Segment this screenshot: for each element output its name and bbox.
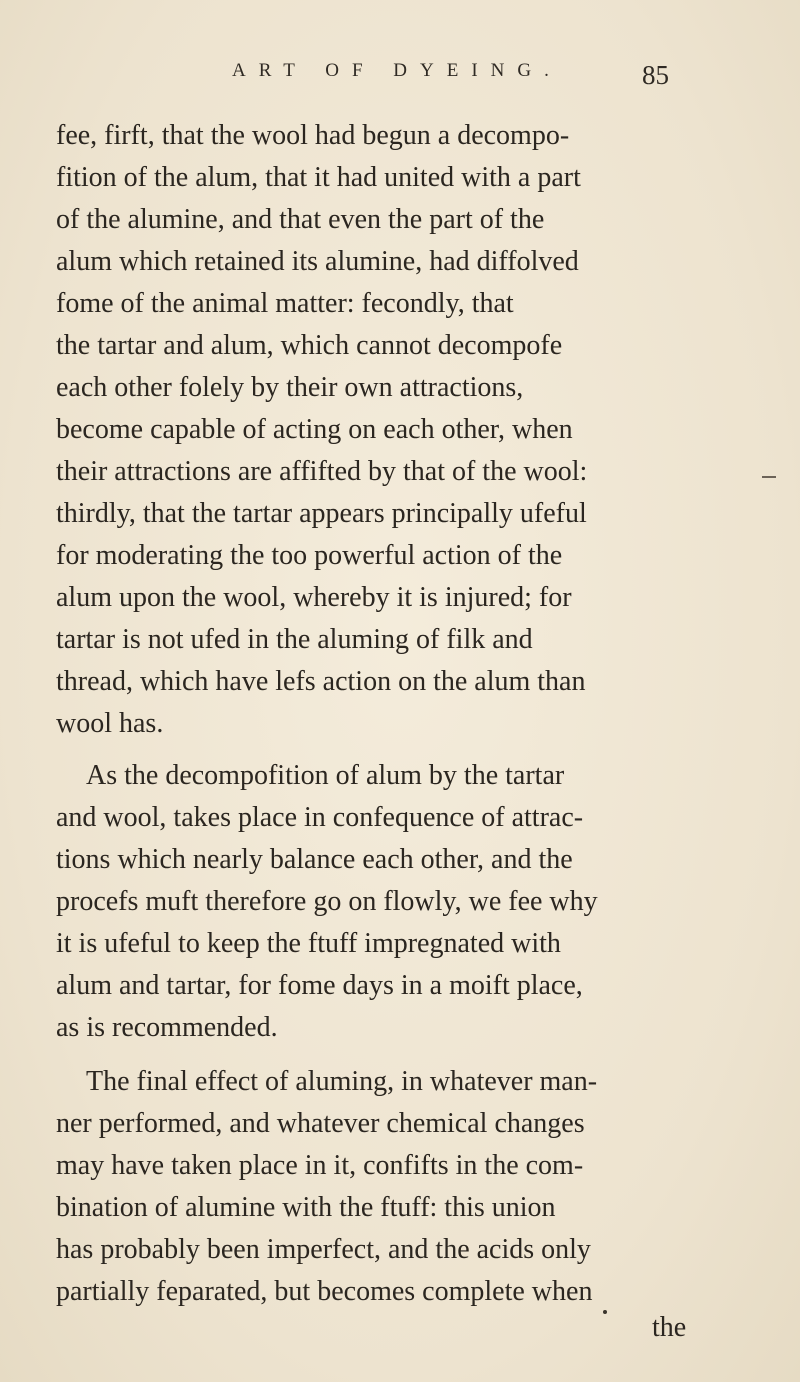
- text-line: the tartar and alum, which cannot decompofe: [56, 330, 563, 361]
- catchword: the: [652, 1312, 687, 1343]
- text-line: fome of the animal matter: fecondly, that: [56, 288, 514, 319]
- text-line: thirdly, that the tartar appears principally ufeful: [56, 498, 587, 529]
- text-line: ner performed, and whatever chemical changes: [56, 1108, 585, 1139]
- text-line: alum and tartar, for fome days in a moift place,: [56, 970, 583, 1001]
- text-line: fition of the alum, that it had united with a part: [56, 162, 581, 193]
- text-line: for moderating the too powerful action of the: [56, 540, 563, 571]
- text-line: tartar is not ufed in the aluming of filk and: [56, 624, 533, 655]
- text-line: fee, firft, that the wool had begun a decompo-: [56, 120, 570, 151]
- text-line: As the decompofition of alum by the tartar: [86, 760, 565, 791]
- running-head: ART OF DYEING.: [232, 60, 562, 81]
- text-line: has probably been imperfect, and the acids only: [56, 1234, 591, 1265]
- text-line: partially feparated, but becomes complete when: [56, 1276, 593, 1307]
- text-line: as is recommended.: [56, 1012, 278, 1043]
- text-line: bination of alumine with the ftuff: this union: [56, 1192, 556, 1223]
- text-line: may have taken place in it, confifts in the com-: [56, 1150, 584, 1181]
- text-line: their attractions are affifted by that of the wool:: [56, 456, 588, 487]
- page-number: 85: [642, 60, 669, 90]
- text-line: each other folely by their own attractions,: [56, 372, 524, 403]
- text-line: thread, which have lefs action on the alum than: [56, 666, 586, 697]
- ink-dot: [603, 1310, 607, 1314]
- text-line: of the alumine, and that even the part of the: [56, 204, 545, 235]
- text-line: wool has.: [56, 708, 164, 739]
- text-line: and wool, takes place in confequence of attrac-: [56, 802, 584, 833]
- text-line: The final effect of aluming, in whatever man-: [86, 1066, 598, 1097]
- text-line: alum upon the wool, whereby it is injured; for: [56, 582, 572, 613]
- text-line: alum which retained its alumine, had diffolved: [56, 246, 579, 277]
- margin-mark: [762, 476, 776, 478]
- text-line: tions which nearly balance each other, and the: [56, 844, 573, 875]
- text-line: it is ufeful to keep the ftuff impregnated with: [56, 928, 561, 959]
- text-line: become capable of acting on each other, when: [56, 414, 573, 445]
- text-line: procefs muft therefore go on flowly, we fee why: [56, 886, 598, 917]
